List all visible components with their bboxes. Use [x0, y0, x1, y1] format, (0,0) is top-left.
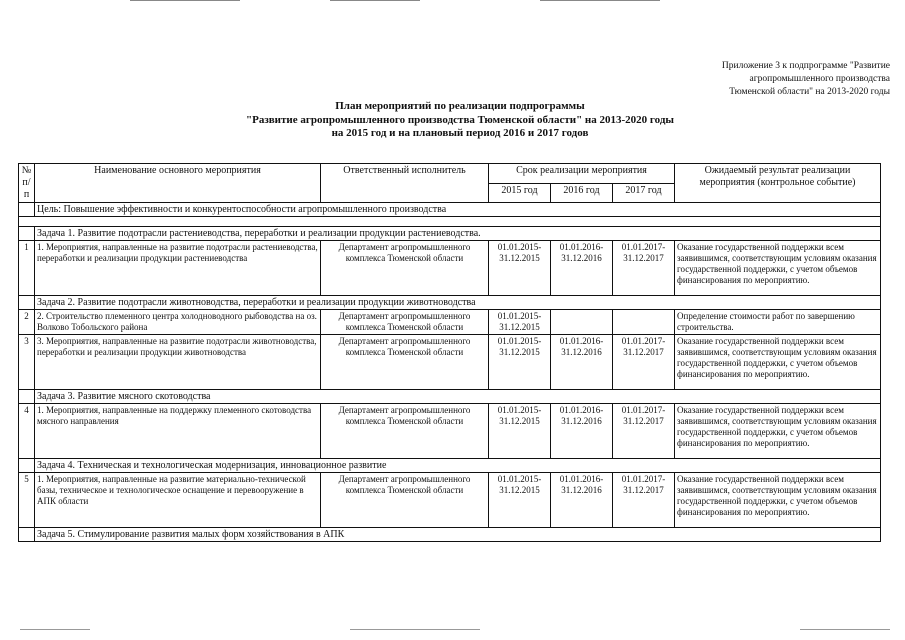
row-name: 1. Мероприятия, направленные на развитие материально-технической базы, техническое и технологическое оснащение и перевооружение в АПК области [35, 473, 321, 528]
table-row [19, 335, 881, 390]
row-num: 1 [19, 241, 35, 296]
row-num: 5 [19, 473, 35, 528]
scan-edge-line [540, 0, 660, 1]
row-name: 1. Мероприятия, направленные на поддержку племенного скотоводства мясного направления [35, 404, 321, 459]
col-header-2016: 2016 год [551, 183, 613, 203]
goal-text: Цель: Повышение эффективности и конкурентоспособности агропромышленного производства [35, 203, 881, 217]
task-text: Задача 2. Развитие подотрасли животноводства, переработки и реализации продукции животноводства [35, 296, 881, 310]
row-2016: 01.01.2016- 31.12.2016 [551, 473, 613, 528]
row-name: 2. Строительство племенного центра холодноводного рыбоводства на оз. Волково Тобольского района [35, 310, 321, 335]
goal-row [19, 203, 881, 217]
col-header-period: Срок реализации мероприятия [489, 164, 675, 184]
table-row [19, 404, 881, 459]
row-result: Оказание государственной поддержки всем заявившимся, соответствующим условиям оказания государственной поддержки, с учетом объемов финансирования по мероприятию. [675, 241, 881, 296]
scan-edge-line [330, 0, 420, 1]
spacer-row [19, 217, 881, 227]
row-num: 2 [19, 310, 35, 335]
row-2016 [551, 310, 613, 335]
row-name: 3. Мероприятия, направленные на развитие подотрасли животноводства, переработки и реализации продукции животноводства [35, 335, 321, 390]
document-title: План мероприятий по реализации подпрограммы "Развитие агропромышленного производства Тюменской области" на 2013-2020 годы на 2015 год и на плановый период 2016 и 2017 годов [246, 100, 674, 139]
row-executor: Департамент агропромышленного комплекса Тюменской области [321, 310, 489, 335]
row-2017: 01.01.2017- 31.12.2017 [613, 241, 675, 296]
task-text: Задача 5. Стимулирование развития малых форм хозяйствования в АПК [35, 528, 881, 542]
row-2015: 01.01.2015- 31.12.2015 [489, 335, 551, 390]
task-row-2 [19, 296, 881, 310]
row-2017: 01.01.2017- 31.12.2017 [613, 335, 675, 390]
scan-edge-line [130, 0, 240, 1]
task-row-3 [19, 390, 881, 404]
scan-edge-line [800, 629, 890, 630]
table-row [19, 241, 881, 296]
row-executor: Департамент агропромышленного комплекса Тюменской области [321, 404, 489, 459]
col-header-name: Наименование основного мероприятия [35, 164, 321, 203]
col-header-num: № п/п [19, 164, 35, 203]
col-header-result: Ожидаемый результат реализации мероприятия (контрольное событие) [675, 164, 881, 203]
col-header-executor: Ответственный исполнитель [321, 164, 489, 203]
task-row-4 [19, 459, 881, 473]
row-result: Оказание государственной поддержки всем заявившимся, соответствующим условиям оказания государственной поддержки, с учетом объемов финансирования по мероприятию. [675, 404, 881, 459]
row-2015: 01.01.2015- 31.12.2015 [489, 473, 551, 528]
task-text: Задача 3. Развитие мясного скотоводства [35, 390, 881, 404]
row-result: Определение стоимости работ по завершению строительства. [675, 310, 881, 335]
table-row [19, 310, 881, 335]
task-text: Задача 4. Техническая и технологическая модернизация, инновационное развитие [35, 459, 881, 473]
col-header-2017: 2017 год [613, 183, 675, 203]
row-2016: 01.01.2016- 31.12.2016 [551, 335, 613, 390]
row-num: 3 [19, 335, 35, 390]
row-2015: 01.01.2015- 31.12.2015 [489, 404, 551, 459]
task-text: Задача 1. Развитие подотрасли растениеводства, переработки и реализации продукции растениеводства. [35, 227, 881, 241]
row-2017: 01.01.2017- 31.12.2017 [613, 473, 675, 528]
scan-edge-line [350, 629, 480, 630]
row-num: 4 [19, 404, 35, 459]
row-2016: 01.01.2016- 31.12.2016 [551, 241, 613, 296]
plan-table [18, 163, 881, 542]
row-2015: 01.01.2015- 31.12.2015 [489, 310, 551, 335]
row-2017 [613, 310, 675, 335]
task-row-1 [19, 227, 881, 241]
row-2017: 01.01.2017- 31.12.2017 [613, 404, 675, 459]
row-executor: Департамент агропромышленного комплекса Тюменской области [321, 241, 489, 296]
appendix-note: Приложение 3 к подпрограмме "Развитие агропромышленного производства Тюменской области" на 2013-2020 годы [721, 61, 890, 97]
row-name: 1. Мероприятия, направленные на развитие подотрасли растениеводства, переработки и реализации продукции растениеводства [35, 241, 321, 296]
row-result: Оказание государственной поддержки всем заявившимся, соответствующим условиям оказания государственной поддержки, с учетом объемов финансирования по мероприятию. [675, 473, 881, 528]
col-header-2015: 2015 год [489, 183, 551, 203]
row-2016: 01.01.2016- 31.12.2016 [551, 404, 613, 459]
scan-edge-line [20, 629, 90, 630]
row-executor: Департамент агропромышленного комплекса Тюменской области [321, 473, 489, 528]
row-2015: 01.01.2015- 31.12.2015 [489, 241, 551, 296]
row-result: Оказание государственной поддержки всем заявившимся, соответствующим условиям оказания государственной поддержки, с учетом объемов финансирования по мероприятию. [675, 335, 881, 390]
row-executor: Департамент агропромышленного комплекса Тюменской области [321, 335, 489, 390]
task-row-5 [19, 528, 881, 542]
header-row [19, 164, 881, 184]
table-row [19, 473, 881, 528]
